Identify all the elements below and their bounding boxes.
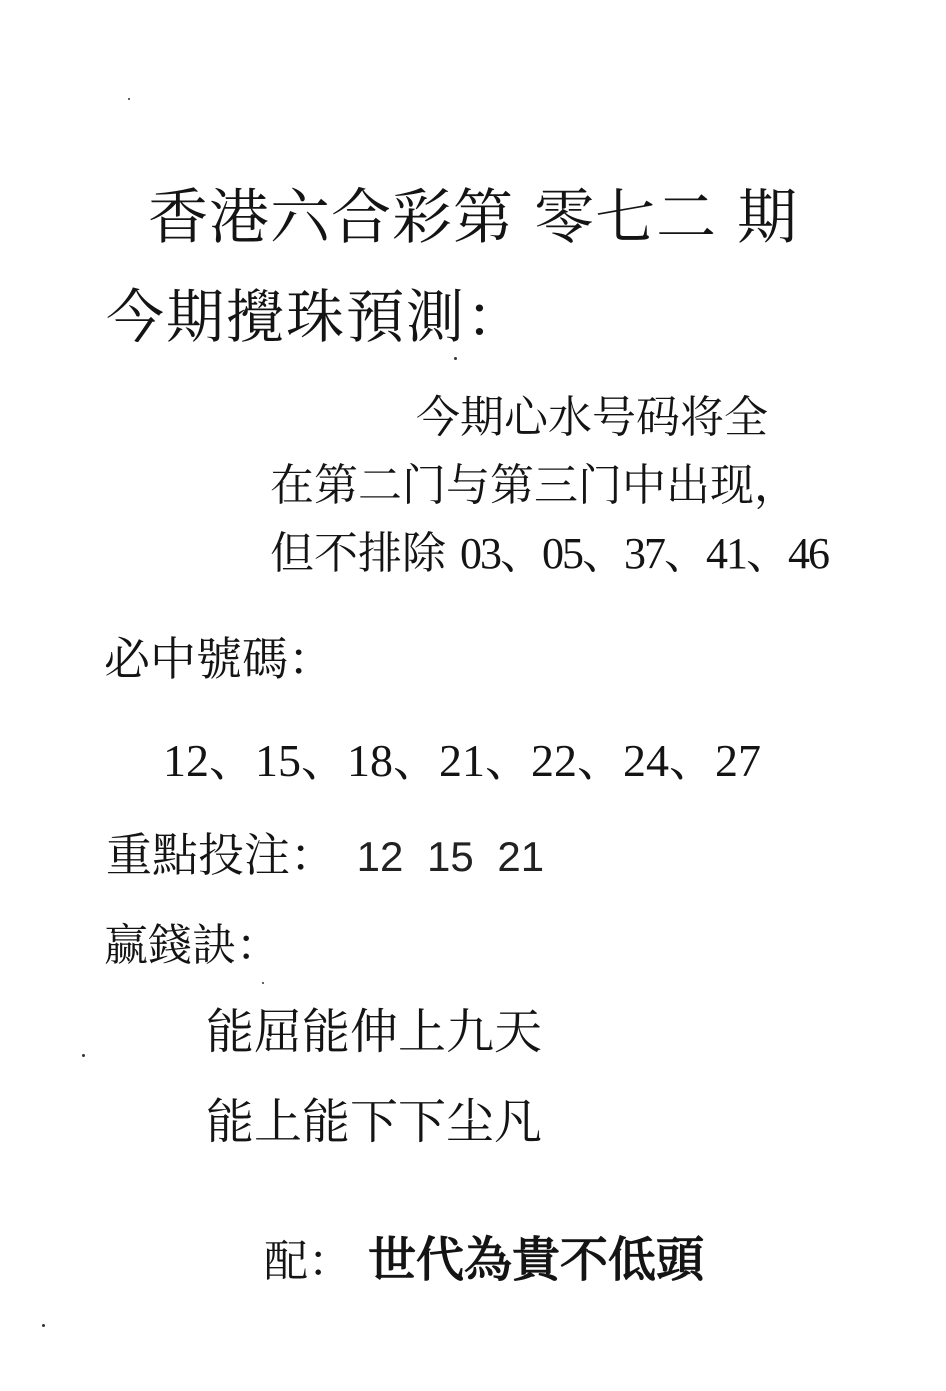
exclusion-prefix: 但不排除 — [270, 528, 446, 579]
exclusion-line — [270, 528, 828, 579]
scan-speck — [128, 98, 130, 100]
forecast-heading: 今期攪珠預測： — [106, 283, 527, 351]
focus-bet-label: 重點投注： — [106, 828, 336, 882]
exclusion-numbers: 03、05、37、41、46 — [460, 529, 828, 578]
forecast-line: 今期心水号码将全 — [416, 392, 768, 443]
verse-line: 能上能下下尘凡 — [206, 1094, 543, 1150]
pair-row — [264, 1232, 705, 1288]
forecast-line: 在第二门与第三门中出现， — [270, 460, 798, 511]
scan-speck — [82, 1054, 85, 1057]
verse-line: 能屈能伸上九天 — [206, 1004, 543, 1060]
must-win-numbers: 12、15、18、21、22、24、27 — [163, 735, 761, 786]
must-win-heading: 必中號碼： — [104, 632, 334, 686]
scan-speck — [454, 357, 457, 360]
scan-speck — [262, 982, 264, 984]
pair-value: 世代為貴不低頭 — [368, 1232, 705, 1288]
pair-label: 配： — [264, 1236, 352, 1287]
scan-speck — [42, 1324, 45, 1327]
page-title: 香港六合彩第 零七二 期 — [148, 183, 799, 253]
focus-bet-row — [106, 828, 545, 882]
verse-heading: 赢錢訣： — [104, 920, 280, 971]
focus-bet-numbers: 12 15 21 — [356, 833, 545, 880]
